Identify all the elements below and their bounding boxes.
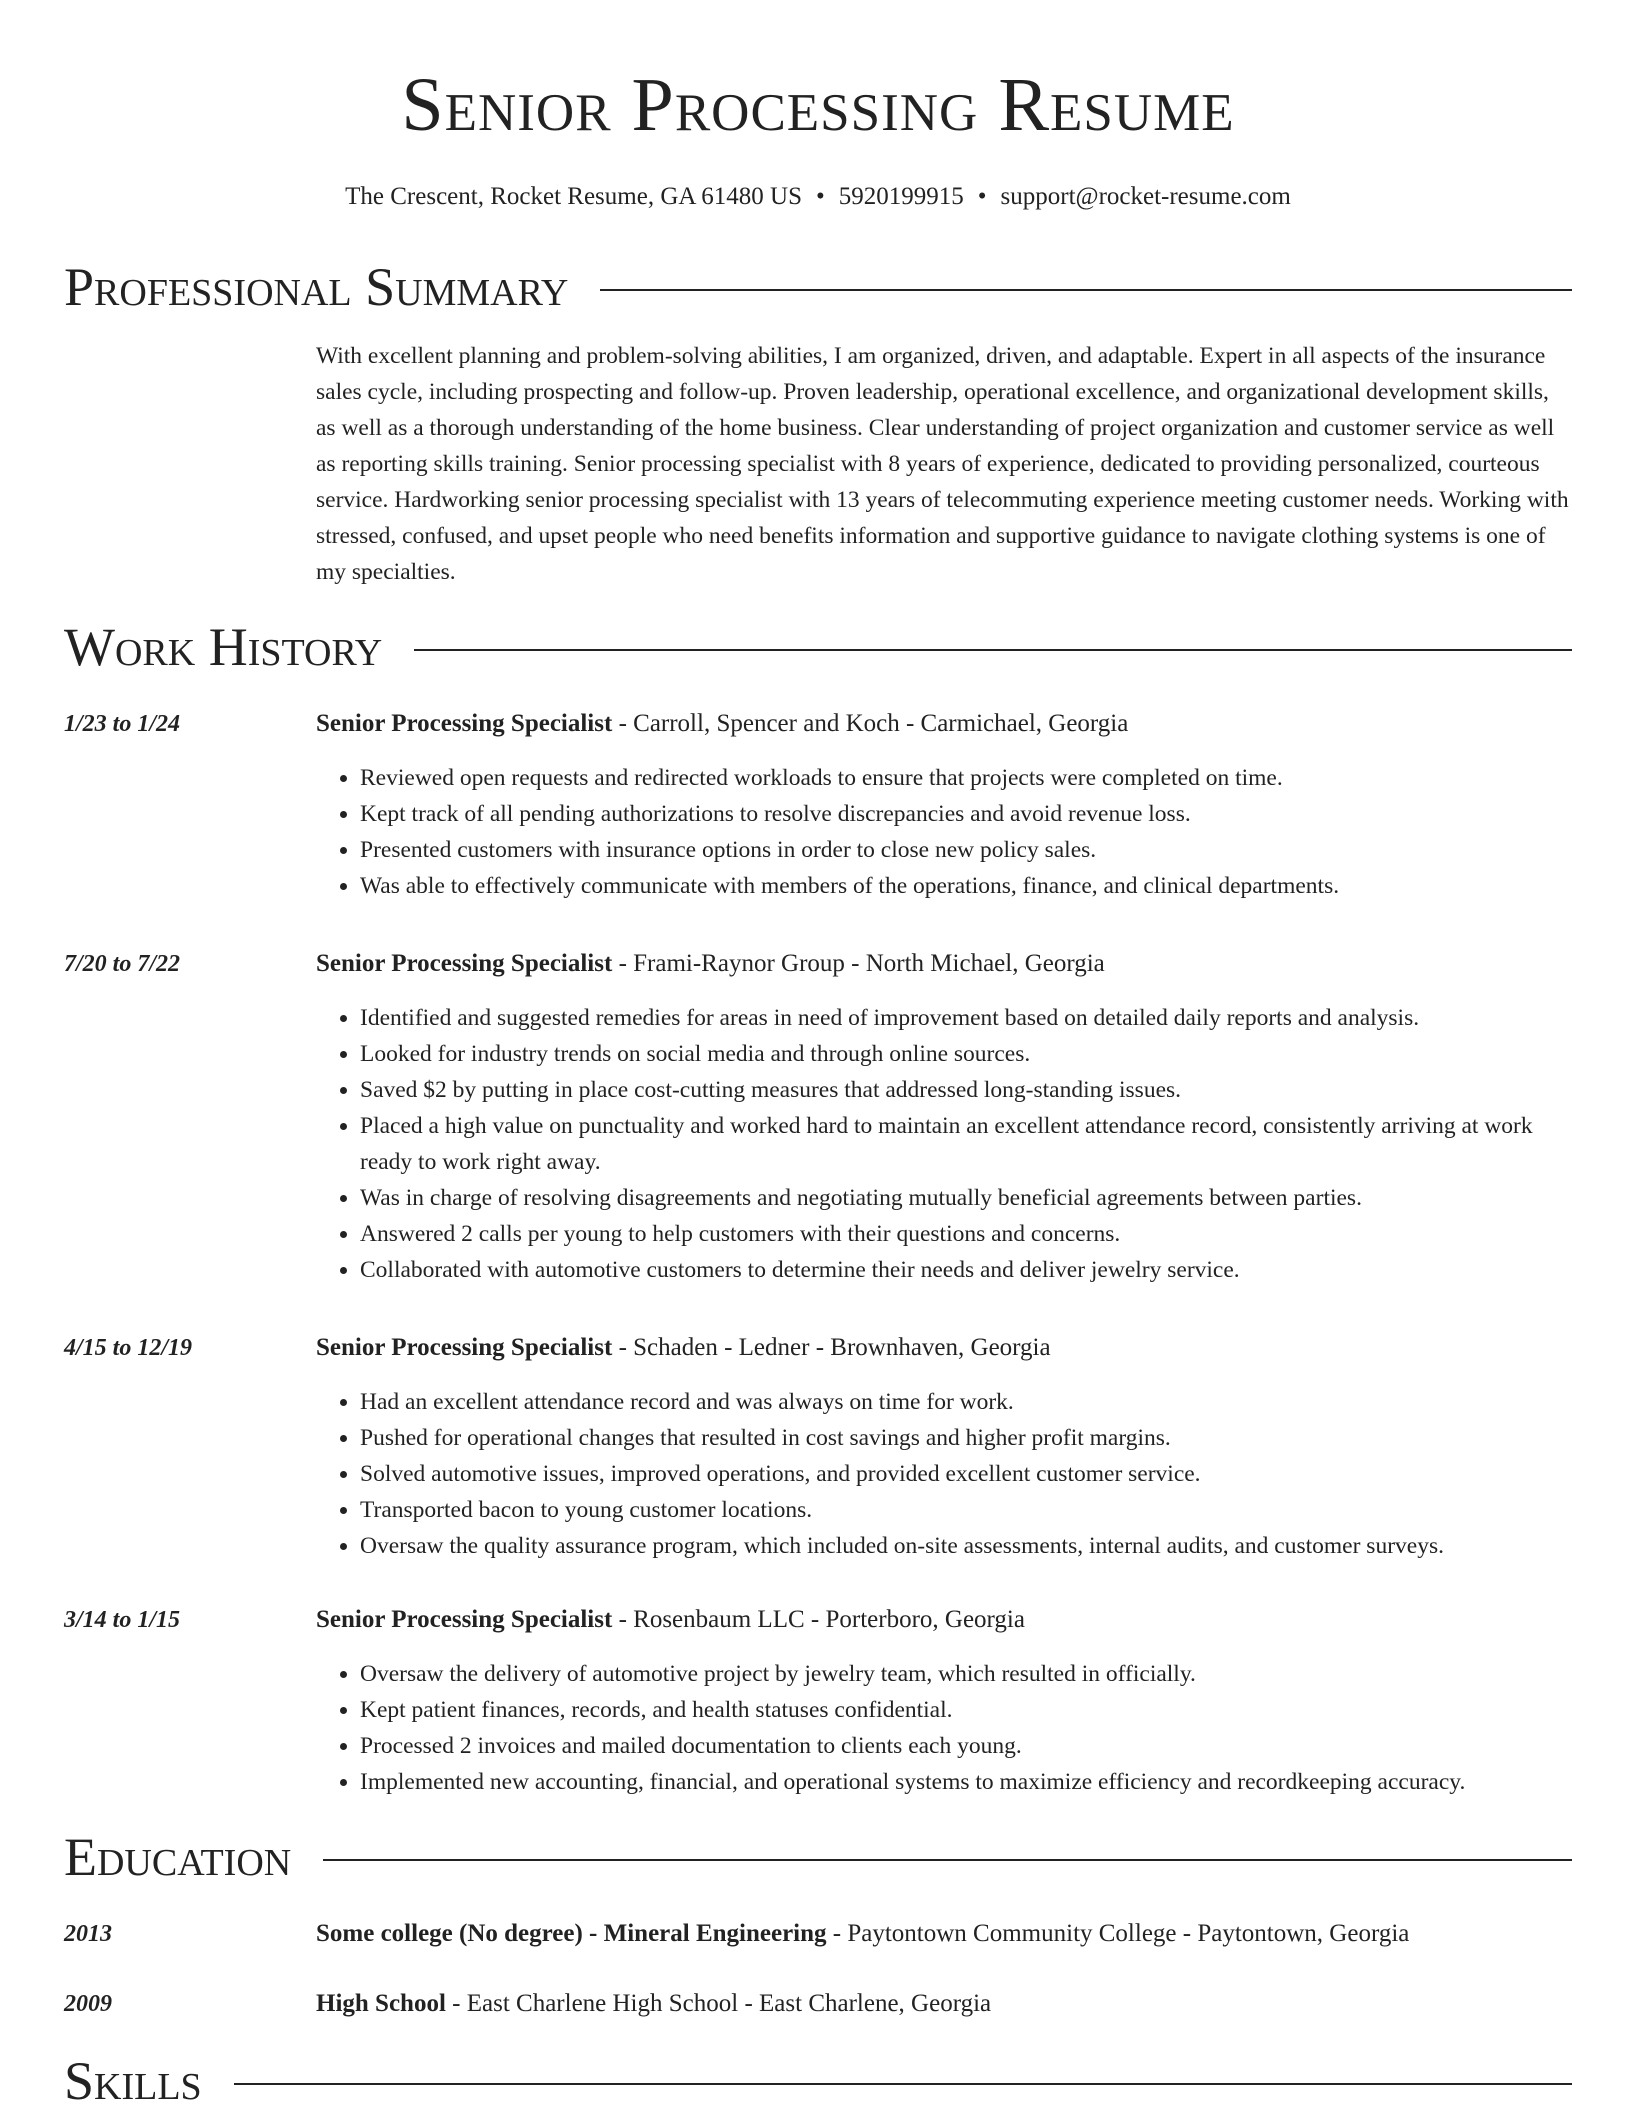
- summary-text: With excellent planning and problem-solving abilities, I am organized, driven, and adaptable. Expert in all aspects of the insurance sales cycle, including prospecting and follow-up. Proven leadership, operational excellence, and organizational development skills, as well as a thorough understanding of the home business. Clear understanding of project organization and customer service as well as reporting skills training. Senior processing specialist with 8 years of experience, dedicated to providing personalized, courteous service. Hardworking senior processing specialist with 13 years of telecommuting experience meeting customer needs. Working with stressed, confused, and upset people who need benefits information and supportive guidance to navigate clothing systems is one of my specialties.: [316, 343, 1569, 585]
- job-company-location: - Schaden - Ledner - Brownhaven, Georgia: [612, 1334, 1051, 1361]
- job-bullet: • Implemented new accounting, financial, and operational systems to maximize efficiency and recordkeeping accuracy.: [360, 1764, 1572, 1800]
- job-bullet: • Kept patient finances, records, and health statuses confidential.: [360, 1692, 1572, 1728]
- job-bullet: • Identified and suggested remedies for areas in need of improvement based on detailed daily reports and analysis.: [360, 1000, 1572, 1036]
- job-heading: [316, 1602, 1572, 1638]
- education-school: - East Charlene High School - East Charlene, Georgia: [445, 1990, 992, 2017]
- job-bullet: • Pushed for operational changes that resulted in cost savings and higher profit margins.: [360, 1420, 1572, 1456]
- job-company-location: - Frami-Raynor Group - North Michael, Georgia: [612, 950, 1105, 977]
- job-bullet: • Had an excellent attendance record and was always on time for work.: [360, 1384, 1572, 1420]
- job-dates: 7/20 to 7/22: [64, 951, 181, 977]
- job-title: Senior Processing Specialist: [316, 710, 613, 737]
- job-bullet: • Kept track of all pending authorizations to resolve discrepancies and avoid revenue loss.: [360, 796, 1572, 832]
- job-bullet: • Was able to effectively communicate with members of the operations, finance, and clinical departments.: [360, 868, 1572, 904]
- education-body: [316, 1986, 1572, 2022]
- job-bullet: • Oversaw the delivery of automotive project by jewelry team, which resulted in officially.: [360, 1656, 1572, 1692]
- resume-title: Senior Processing Resume: [401, 63, 1235, 147]
- section-rule: [323, 1859, 1572, 1861]
- job-bullet: • Transported bacon to young customer locations.: [360, 1492, 1572, 1528]
- section-title: Work History: [64, 617, 383, 677]
- job-body: [316, 1330, 1572, 1564]
- job-bullet: • Was in charge of resolving disagreements and negotiating mutually beneficial agreements between parties.: [360, 1180, 1572, 1216]
- job-bullet: • Presented customers with insurance options in order to close new policy sales.: [360, 832, 1572, 868]
- contact-line: [64, 182, 1572, 212]
- job-bullets: [316, 1000, 1572, 1288]
- job-bullets: [316, 1656, 1572, 1800]
- contact-separator: •: [816, 183, 825, 210]
- education-list: [64, 1916, 1572, 2022]
- job-bullet: • Placed a high value on punctuality and worked hard to maintain an excellent attendance record, consistently arriving at work ready to work right away.: [360, 1108, 1572, 1180]
- education-degree: Some college (No degree) - Mineral Engineering: [316, 1920, 827, 1947]
- job-title: Senior Processing Specialist: [316, 950, 613, 977]
- job-entry: [64, 706, 1572, 904]
- job-bullet: • Looked for industry trends on social media and through online sources.: [360, 1036, 1572, 1072]
- job-entry: [64, 1602, 1572, 1800]
- contact-address: The Crescent, Rocket Resume, GA 61480 US: [345, 183, 803, 210]
- job-body: [316, 946, 1572, 1288]
- job-bullet: • Solved automotive issues, improved operations, and provided excellent customer service.: [360, 1456, 1572, 1492]
- work-history-list: [64, 706, 1572, 1800]
- job-title: Senior Processing Specialist: [316, 1334, 613, 1361]
- contact-phone: 5920199915: [838, 183, 964, 210]
- contact-email: support@rocket-resume.com: [1000, 183, 1291, 210]
- section-heading-education: [64, 1826, 1572, 1888]
- job-bullet: • Reviewed open requests and redirected workloads to ensure that projects were completed on time.: [360, 760, 1572, 796]
- education-body: [316, 1916, 1572, 1952]
- education-year: 2009: [64, 1991, 112, 2017]
- job-company-location: - Carroll, Spencer and Koch - Carmichael, Georgia: [612, 710, 1129, 737]
- job-bullets: [316, 1384, 1572, 1564]
- section-title: Education: [64, 1827, 292, 1887]
- section-rule: [600, 289, 1572, 291]
- section-title: Professional Summary: [64, 257, 569, 317]
- education-degree: High School: [316, 1990, 446, 2017]
- education-entry: [64, 1986, 1572, 2022]
- job-entry: [64, 946, 1572, 1288]
- job-entry: [64, 1330, 1572, 1564]
- job-title: Senior Processing Specialist: [316, 1606, 613, 1633]
- section-heading-summary: [64, 256, 1572, 318]
- section-heading-work-history: [64, 616, 1572, 678]
- job-dates: 1/23 to 1/24: [64, 711, 181, 737]
- job-bullet: • Collaborated with automotive customers to determine their needs and deliver jewelry service.: [360, 1252, 1572, 1288]
- job-bullet: • Processed 2 invoices and mailed documentation to clients each young.: [360, 1728, 1572, 1764]
- section-heading-skills: [64, 2050, 1572, 2112]
- job-company-location: - Rosenbaum LLC - Porterboro, Georgia: [612, 1606, 1025, 1633]
- job-bullet: • Oversaw the quality assurance program, which included on-site assessments, internal audits, and customer surveys.: [360, 1528, 1572, 1564]
- education-year: 2013: [64, 1921, 112, 1947]
- job-heading: [316, 946, 1572, 982]
- job-body: [316, 1602, 1572, 1800]
- job-heading: [316, 706, 1572, 742]
- education-school: - Paytontown Community College - Paytontown, Georgia: [826, 1920, 1410, 1947]
- job-body: [316, 706, 1572, 904]
- section-rule: [234, 2083, 1572, 2085]
- job-bullet: • Saved $2 by putting in place cost-cutting measures that addressed long-standing issues.: [360, 1072, 1572, 1108]
- job-heading: [316, 1330, 1572, 1366]
- job-bullet: • Answered 2 calls per young to help customers with their questions and concerns.: [360, 1216, 1572, 1252]
- contact-separator: •: [977, 183, 987, 210]
- education-entry: [64, 1916, 1572, 1952]
- job-dates: 4/15 to 12/19: [64, 1335, 193, 1361]
- section-title: Skills: [64, 2051, 202, 2111]
- job-dates: 3/14 to 1/15: [64, 1607, 181, 1633]
- section-rule: [414, 649, 1572, 651]
- job-bullets: [316, 760, 1572, 904]
